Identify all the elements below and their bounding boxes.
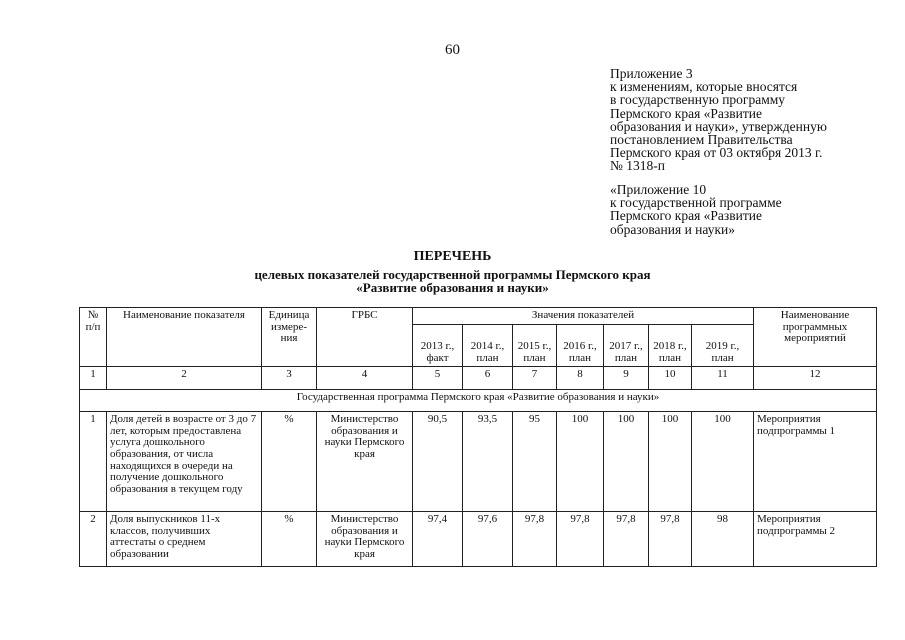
header-grbs: ГРБС <box>317 308 413 367</box>
appendix-line: к изменениям, которые вносятся <box>610 79 798 95</box>
appendix-line: Приложение 3 <box>610 66 693 81</box>
header-measures: Наименование программных мероприятий <box>754 308 877 367</box>
column-number: 6 <box>463 367 513 390</box>
row-indicator-name: Доля выпускников 11-х классов, получивших аттестаты о среднем образовании <box>107 512 262 567</box>
row-value: 100 <box>649 412 692 512</box>
header-year: 2014 г., план <box>463 325 513 367</box>
header-year: 2019 г., план <box>692 325 754 367</box>
row-measures: Мероприятия подпрограммы 2 <box>754 512 877 567</box>
column-number: 12 <box>754 367 877 390</box>
header-year: 2015 г., план <box>513 325 557 367</box>
row-value: 100 <box>557 412 604 512</box>
appendix-line: № 1318-п <box>610 158 665 174</box>
page-number: 60 <box>445 42 460 58</box>
row-value: 100 <box>692 412 754 512</box>
row-grbs: Министерство образования и науки Пермского края <box>317 512 413 567</box>
row-measures: Мероприятия подпрограммы 1 <box>754 412 877 512</box>
header-unit: Единица измере-ния <box>262 308 317 367</box>
table-row <box>80 512 877 567</box>
indicators-table <box>79 307 877 567</box>
row-value: 97,4 <box>413 512 463 567</box>
column-number: 9 <box>604 367 649 390</box>
appendix-line: образования и науки», утвержденную <box>610 118 827 134</box>
appendix-line: постановлением Правительства <box>610 132 793 148</box>
document-subtitle <box>0 268 905 294</box>
subtitle-line: «Развитие образования и науки» <box>356 280 549 295</box>
row-value: 95 <box>513 412 557 512</box>
column-number: 10 <box>649 367 692 390</box>
column-number: 5 <box>413 367 463 390</box>
column-number: 8 <box>557 367 604 390</box>
row-num: 2 <box>80 512 107 567</box>
column-number: 3 <box>262 367 317 390</box>
row-num: 1 <box>80 412 107 512</box>
column-number: 2 <box>107 367 262 390</box>
appendix-10-line: образования и науки» <box>610 221 736 237</box>
appendix-10-line: «Приложение 10 <box>610 182 707 197</box>
appendix-note <box>610 67 890 173</box>
header-name: Наименование показателя <box>107 308 262 367</box>
appendix-line: Пермского края от 03 октября 2013 г. <box>610 145 823 161</box>
row-value: 93,5 <box>463 412 513 512</box>
section-title: Государственная программа Пермского края «Развитие образования и науки» <box>80 390 877 412</box>
header-num: № п/п <box>80 308 107 367</box>
header-values: Значения показателей <box>413 308 754 325</box>
row-value: 97,8 <box>604 512 649 567</box>
row-unit: % <box>262 512 317 567</box>
subtitle-line: целевых показателей государственной программы Пермского края <box>254 267 651 282</box>
row-unit: % <box>262 412 317 512</box>
column-number: 4 <box>317 367 413 390</box>
header-year: 2018 г., план <box>649 325 692 367</box>
document-title: ПЕРЕЧЕНЬ <box>413 249 492 264</box>
column-number: 11 <box>692 367 754 390</box>
appendix-line: Пермского края «Развитие <box>610 105 762 121</box>
header-row <box>80 308 877 325</box>
row-value: 97,8 <box>557 512 604 567</box>
table-row <box>80 412 877 512</box>
row-grbs: Министерство образования и науки Пермского края <box>317 412 413 512</box>
header-year: 2016 г., план <box>557 325 604 367</box>
row-value: 97,8 <box>513 512 557 567</box>
appendix-line: в государственную программу <box>610 92 786 108</box>
row-value: 97,8 <box>649 512 692 567</box>
row-value: 97,6 <box>463 512 513 567</box>
section-row <box>80 390 877 412</box>
row-value: 98 <box>692 512 754 567</box>
column-number: 7 <box>513 367 557 390</box>
header-year: 2017 г., план <box>604 325 649 367</box>
column-numbers-row <box>80 367 877 390</box>
row-value: 90,5 <box>413 412 463 512</box>
appendix-10-line: Пермского края «Развитие <box>610 208 762 224</box>
row-indicator-name: Доля детей в возрасте от 3 до 7 лет, которым предоставлена услуга дошкольного образования, от числа находящихся в очереди на получение дошкольного образования в текущем году <box>107 412 262 512</box>
row-value: 100 <box>604 412 649 512</box>
appendix-10-note <box>610 183 890 236</box>
appendix-10-line: к государственной программе <box>610 195 782 211</box>
header-year: 2013 г., факт <box>413 325 463 367</box>
column-number: 1 <box>80 367 107 390</box>
